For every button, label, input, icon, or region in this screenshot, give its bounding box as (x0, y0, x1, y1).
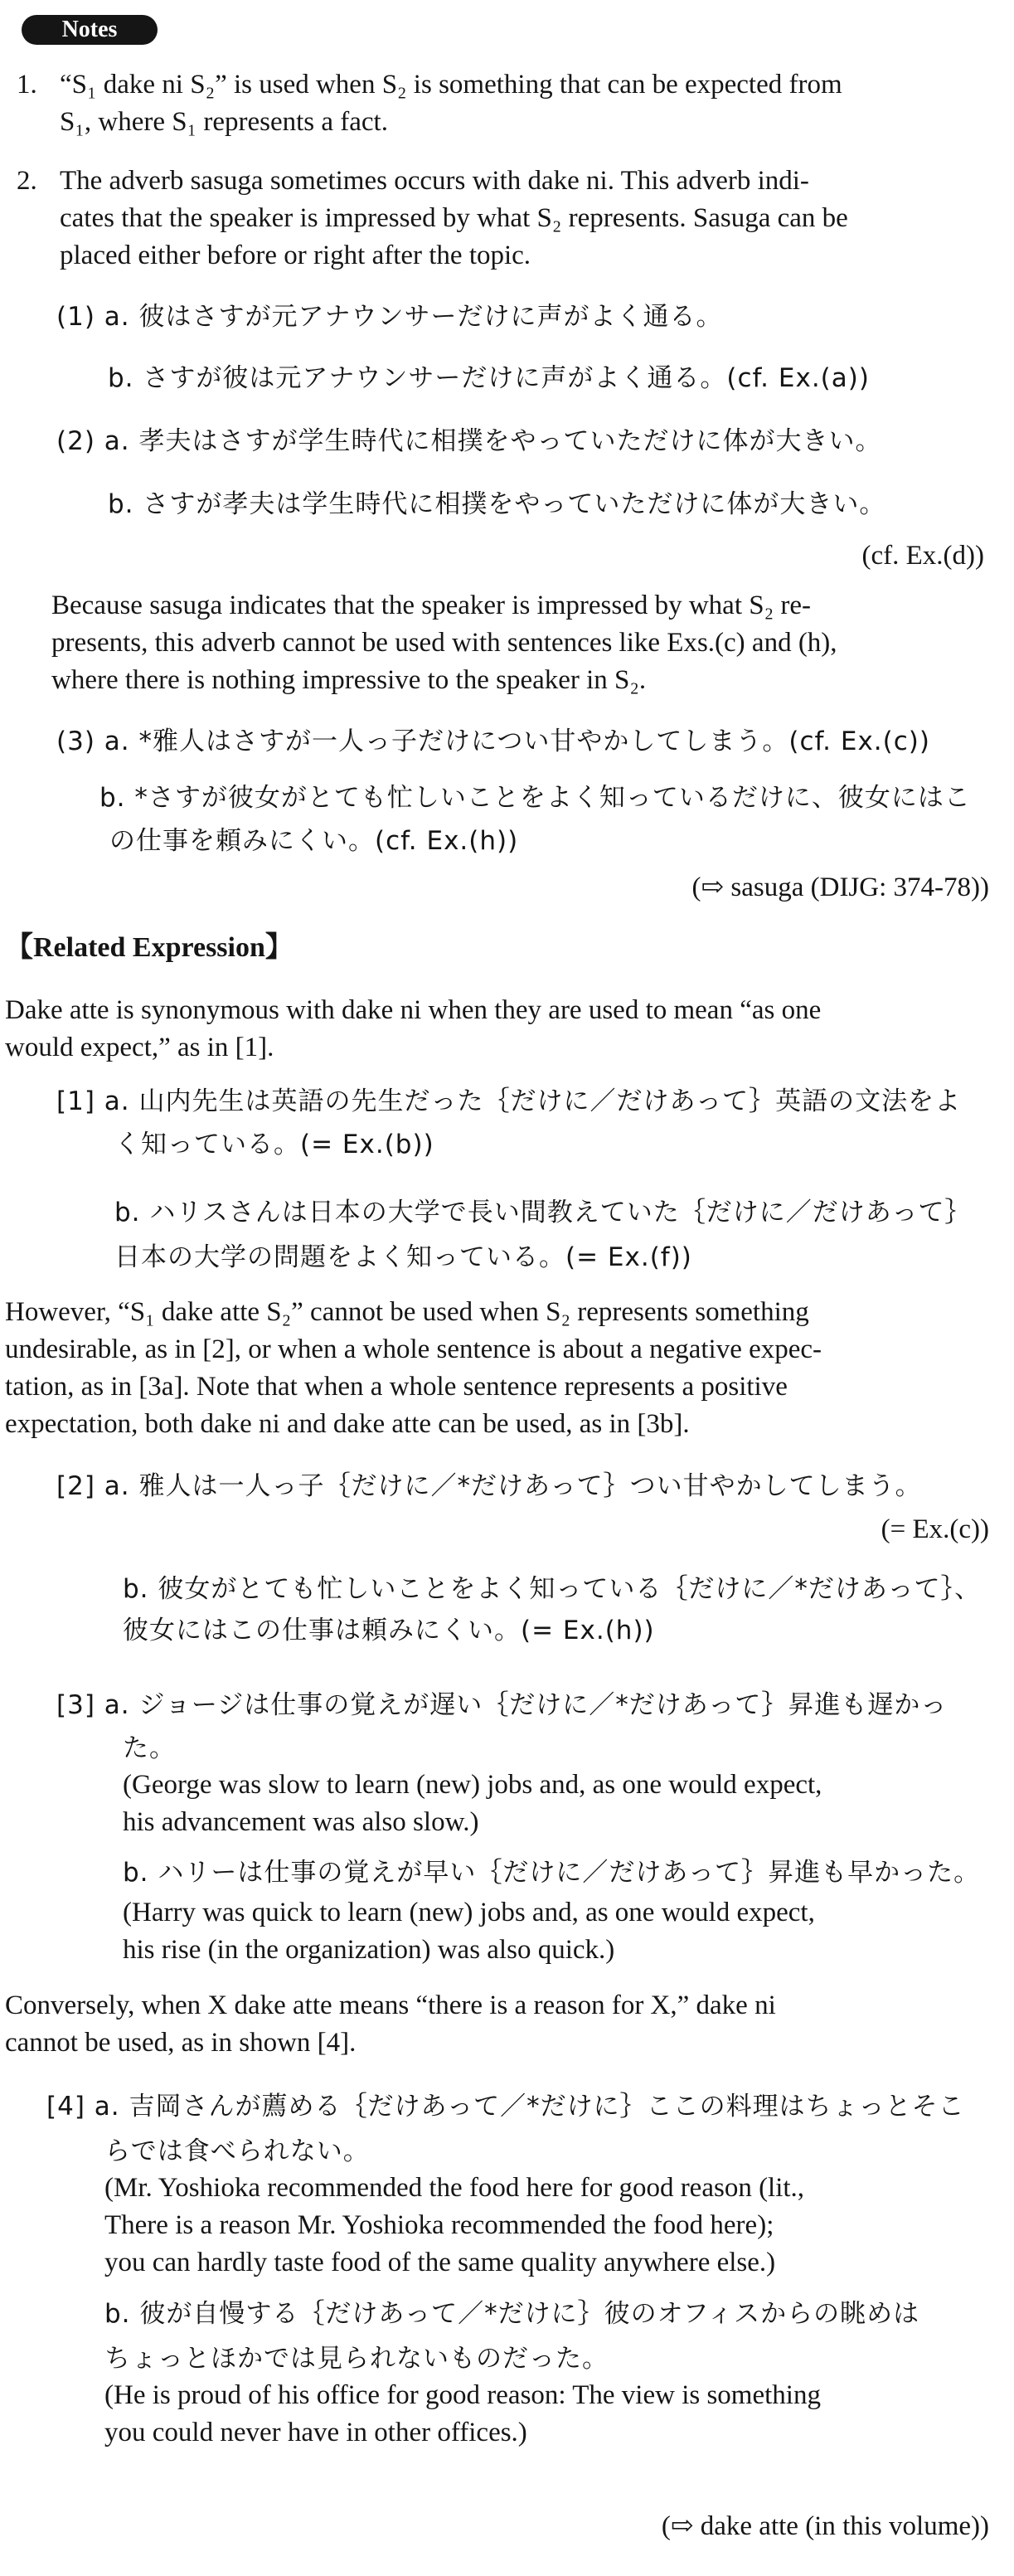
example-2-reference: (cf. Ex.(d)) (861, 541, 984, 571)
related-intro (5, 992, 821, 1067)
related-example-2b-line-2: 彼女にはこの仕事は頼みにくい。(= Ex.(h)) (123, 1616, 655, 1645)
related-example-4a-translation-line-2: There is a reason Mr. Yoshioka recommended the food here); (104, 2210, 774, 2240)
related-example-3b-translation-line-2: his rise (in the organization) was also quick.) (123, 1935, 615, 1965)
example-3b-line-1: b. *さすが彼女がとても忙しいことをよく知っているだけに、彼女にはこ (99, 783, 971, 813)
however-paragraph-line-2: undesirable, as in [2], or when a whole sentence is about a negative expec- (5, 1334, 822, 1364)
note-2-number: 2. (17, 166, 37, 196)
dake-atte-cross-reference: (⇨ dake atte (in this volume)) (661, 2511, 989, 2541)
however-paragraph-line-4: expectation, both dake ni and dake atte can be used, as in [3b]. (5, 1409, 690, 1439)
however-paragraph-line-1: However, “S₁ dake atte S₂” cannot be used when S₂ represents something (5, 1297, 809, 1327)
note-2-line-1: The adverb sasuga sometimes occurs with dake ni. This adverb indi- (60, 166, 809, 196)
example-1b: b. さすが彼は元アナウンサーだけに声がよく通る。(cf. Ex.(a)) (108, 363, 870, 393)
example-3b-line-2: の仕事を頼みにくい。(cf. Ex.(h)) (109, 826, 519, 856)
related-example-4a-translation-line-1: (Mr. Yoshioka recommended the food here for good reason (lit., (104, 2173, 805, 2203)
sasuga-paragraph-line-2: presents, this adverb cannot be used with sentences like Exs.(c) and (h), (51, 628, 837, 658)
related-example-1b-line-1: b. ハリスさんは日本の大学で長い間教えていた｛だけに／だけあって｝ (114, 1198, 972, 1227)
related-intro-line-2: would expect,” as in [1]. (5, 1033, 274, 1062)
related-expression-heading: 【Related Expression】 (5, 932, 294, 963)
conversely-paragraph-line-1: Conversely, when X dake atte means “there is a reason for X,” dake ni (5, 1990, 776, 2020)
related-example-4b-translation (104, 2377, 821, 2452)
sasuga-paragraph-line-3: where there is nothing impressive to the speaker in S₂. (51, 665, 647, 695)
example-2a: (2) a. 孝夫はさすが学生時代に相撲をやっていただけに体が大きい。 (56, 426, 882, 456)
related-example-4a-line-1: [4] a. 吉岡さんが薦める｛だけあって／*だけに｝ここの料理はちょっとそこ (46, 2092, 965, 2122)
related-example-4b-line-2: ちょっとほかでは見られないものだった。 (104, 2344, 609, 2374)
related-example-1a-line-1: [1] a. 山内先生は英語の先生だった｛だけに／だけあって｝英語の文法をよ (56, 1086, 962, 1116)
related-example-1a-line-2: く知っている。(= Ex.(b)) (114, 1130, 434, 1159)
related-example-4a-translation-line-3: you can hardly taste food of the same quality anywhere else.) (104, 2248, 776, 2277)
related-example-2b-line-1: b. 彼女がとても忙しいことをよく知っている｛だけに／*だけあって｝、 (123, 1574, 982, 1604)
related-example-4b-translation-line-2: you could never have in other offices.) (104, 2418, 527, 2447)
however-paragraph-line-3: tation, as in [3a]. Note that when a whole sentence represents a positive (5, 1372, 788, 1402)
sasuga-paragraph-line-1: Because sasuga indicates that the speaker is impressed by what S₂ re- (51, 591, 811, 620)
example-3a: (3) a. *雅人はさすが一人っ子だけについ甘やかしてしまう。(cf. Ex.(c)) (56, 727, 930, 756)
note-2-line-3: placed either before or right after the topic. (60, 241, 531, 270)
note-1 (60, 66, 842, 141)
conversely-paragraph-line-2: cannot be used, as in shown [4]. (5, 2028, 357, 2058)
note-1-line-1: “S₁ dake ni S₂” is used when S₂ is something that can be expected from (60, 70, 842, 100)
related-example-3a-line-1: [3] a. ジョージは仕事の覚えが遅い｛だけに／*だけあって｝昇進も遅かっ (56, 1690, 948, 1720)
note-2 (60, 163, 848, 275)
conversely-paragraph (5, 1987, 776, 2062)
related-example-3a-translation (123, 1767, 822, 1841)
related-intro-line-1: Dake atte is synonymous with dake ni when they are used to mean “as one (5, 995, 822, 1025)
related-example-4a-translation (104, 2170, 804, 2282)
related-example-2a-reference: (= Ex.(c)) (881, 1514, 989, 1544)
related-example-3b-line-1: b. ハリーは仕事の覚えが早い｛だけに／だけあって｝昇進も早かった。 (123, 1858, 981, 1888)
related-example-3a-line-2: た。 (123, 1733, 176, 1763)
note-1-line-2: S₁, where S₁ represents a fact. (60, 107, 388, 137)
related-example-3b-translation (123, 1894, 815, 1969)
notes-badge: Notes (22, 15, 158, 45)
related-example-2a: [2] a. 雅人は一人っ子｛だけに／*だけあって｝つい甘やかしてしまう。 (56, 1471, 922, 1501)
related-example-4b-translation-line-1: (He is proud of his office for good reason: The view is something (104, 2380, 821, 2410)
example-2b: b. さすが孝夫は学生時代に相撲をやっていただけに体が大きい。 (108, 489, 886, 519)
however-paragraph (5, 1294, 822, 1443)
example-1a: (1) a. 彼はさすが元アナウンサーだけに声がよく通る。 (56, 302, 723, 332)
related-example-3a-translation-line-2: his advancement was also slow.) (123, 1807, 479, 1837)
related-example-3a-translation-line-1: (George was slow to learn (new) jobs and, as one would expect, (123, 1770, 822, 1800)
sasuga-paragraph (51, 587, 837, 699)
related-example-4a-line-2: らでは食べられない。 (104, 2136, 370, 2166)
note-1-number: 1. (17, 70, 37, 100)
related-example-3b-translation-line-1: (Harry was quick to learn (new) jobs and, as one would expect, (123, 1898, 815, 1927)
note-2-line-2: cates that the speaker is impressed by what S₂ represents. Sasuga can be (60, 203, 848, 233)
related-example-1b-line-2: 日本の大学の問題をよく知っている。(= Ex.(f)) (114, 1242, 692, 1272)
sasuga-cross-reference: (⇨ sasuga (DIJG: 374-78)) (691, 872, 989, 902)
related-example-4b-line-1: b. 彼が自慢する｛だけあって／*だけに｝彼のオフィスからの眺めは (104, 2299, 920, 2329)
